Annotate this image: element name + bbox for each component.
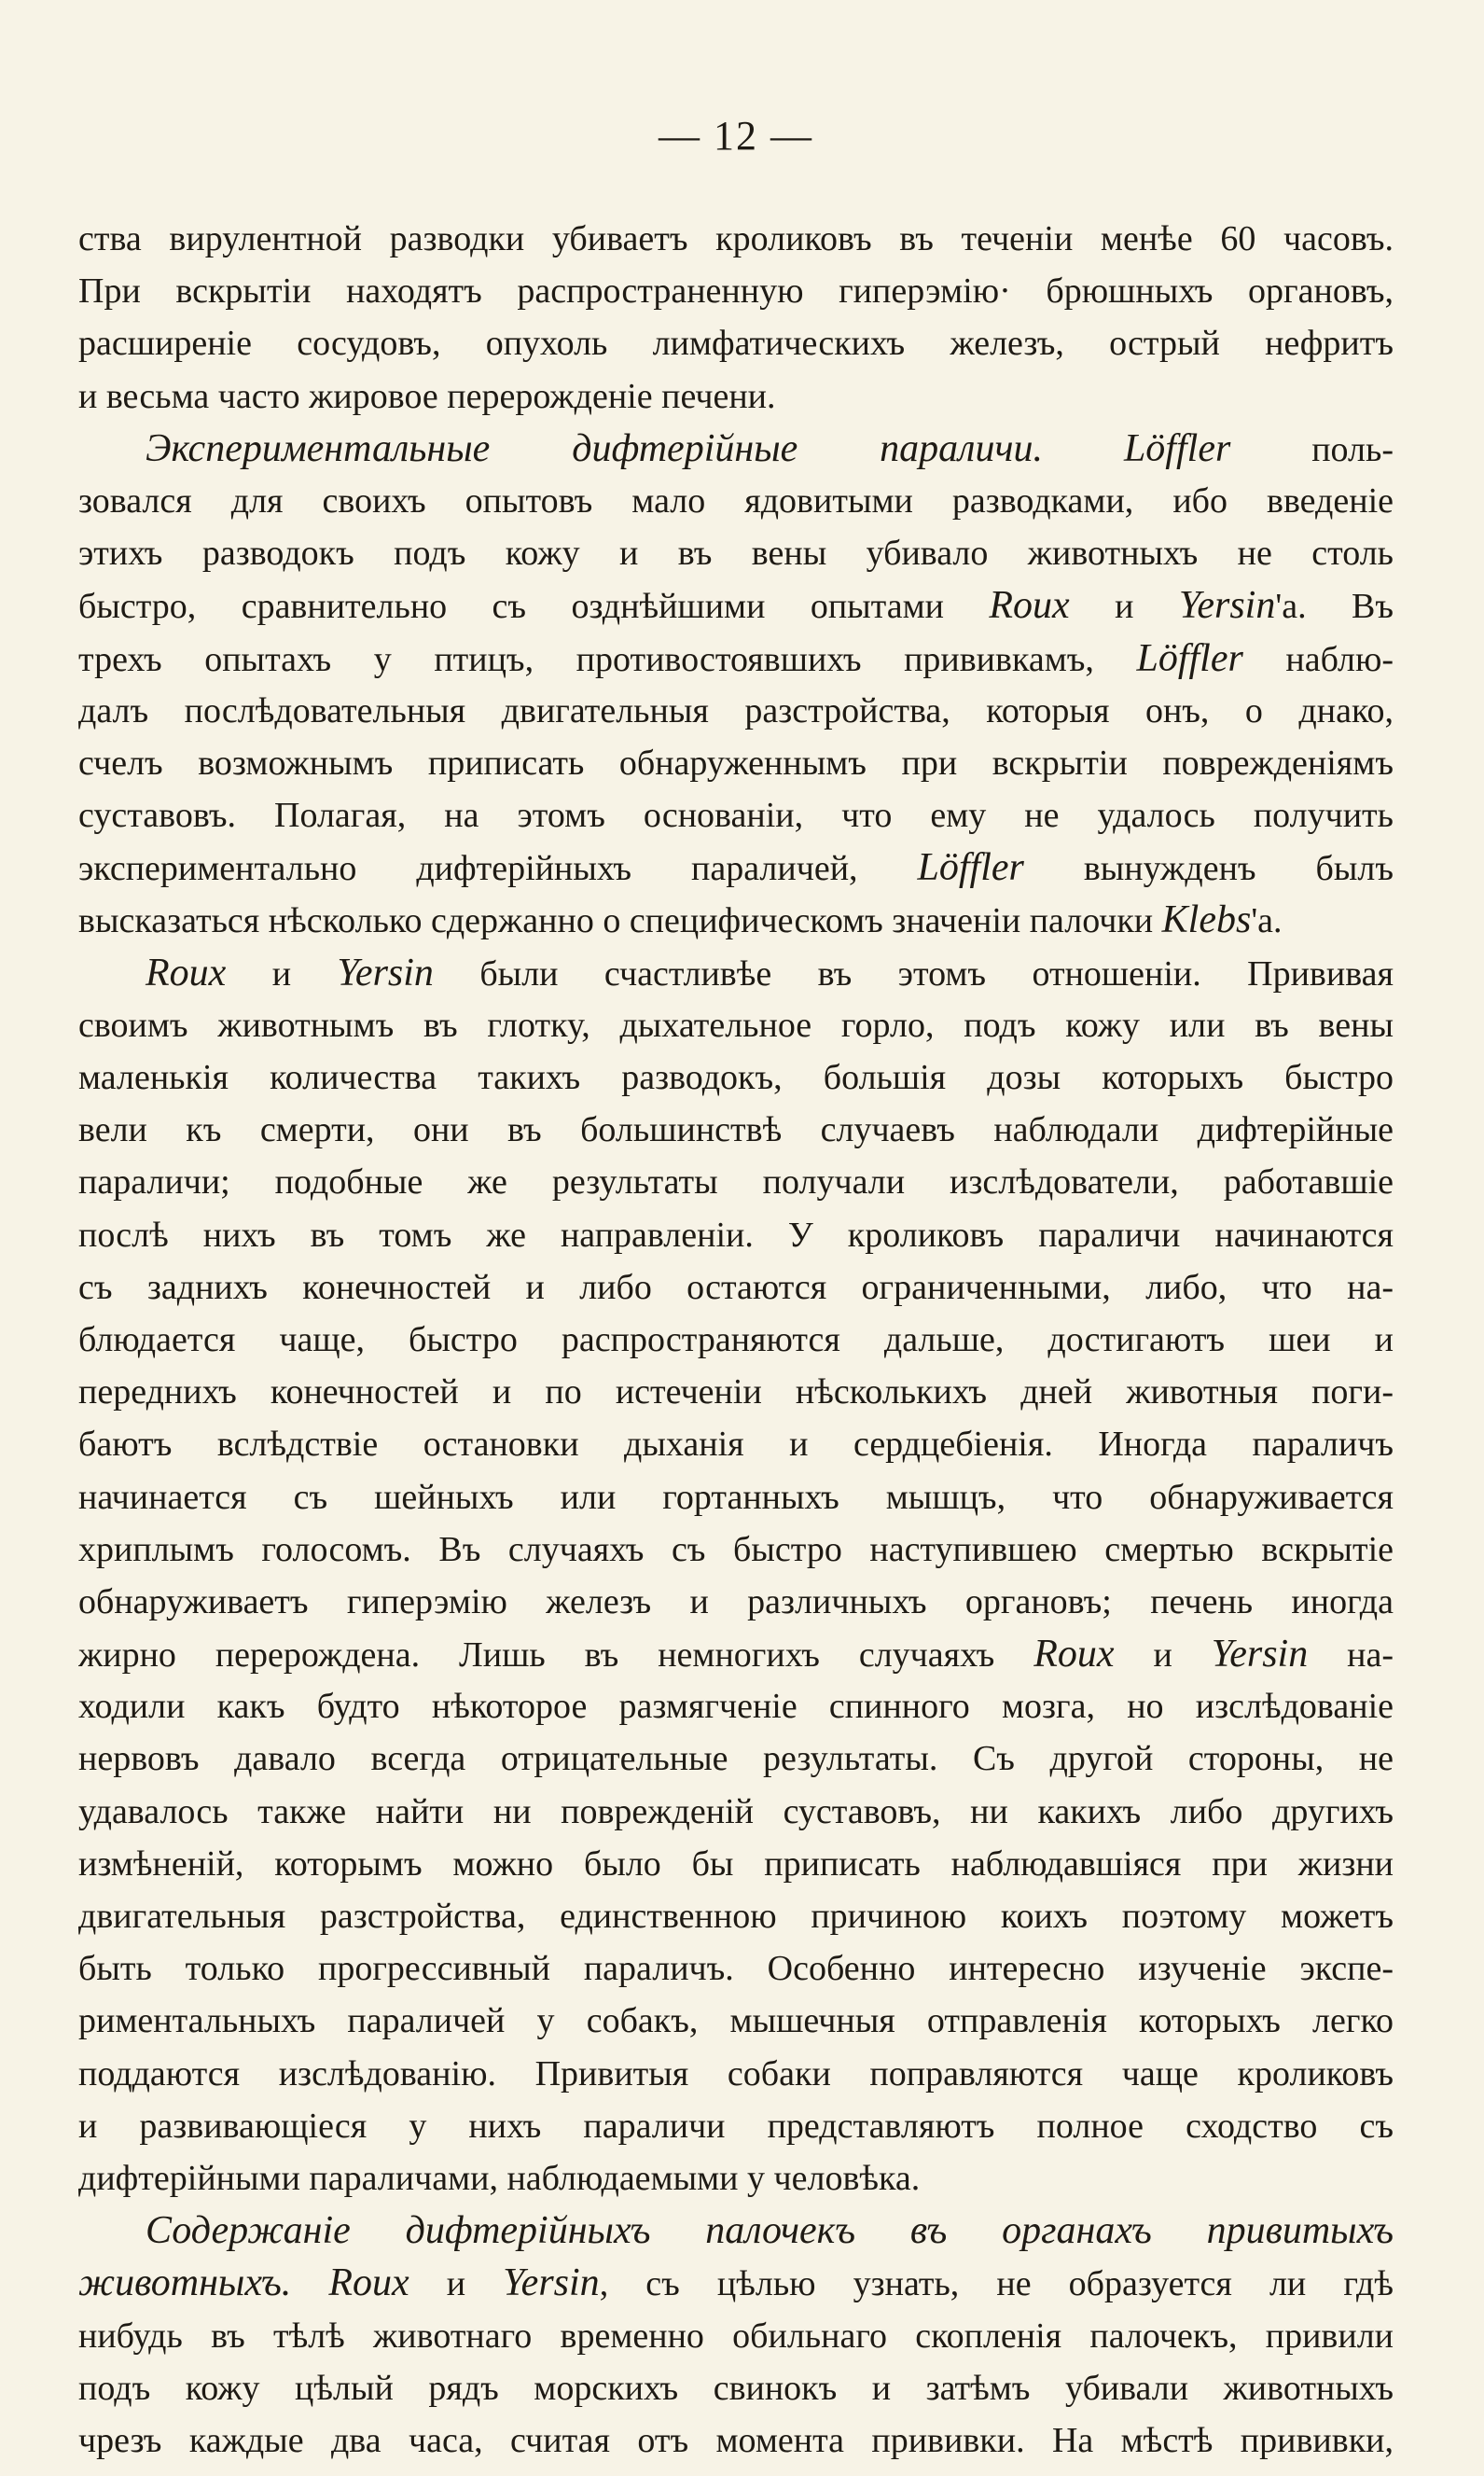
text-line xyxy=(78,1628,1394,1680)
text-line xyxy=(78,1680,1394,1732)
text-run: ства вирулентной разводки убиваетъ кроликовъ въ теченіи менѣе 60 часовъ. xyxy=(78,219,1394,258)
text-run: на- xyxy=(1308,1635,1394,1676)
italic-text: Содержаніе дифтерійныхъ палочекъ въ органахъ привитыхъ xyxy=(146,2209,1394,2253)
text-run: и xyxy=(1114,1635,1212,1676)
text-run: экспериментально дифтерійныхъ параличей, xyxy=(78,849,918,889)
text-line xyxy=(78,1366,1394,1418)
text-run: и xyxy=(226,953,338,994)
text-run: подъ кожу цѣлый рядъ морскихъ свинокъ и затѣмъ убивали животныхъ xyxy=(78,2368,1394,2408)
text-run: вынужденъ былъ xyxy=(1023,849,1394,889)
text-line xyxy=(78,1890,1394,1942)
text-run: съ заднихъ конечностей и либо остаются ограниченными, либо, что на- xyxy=(78,1267,1394,1307)
text-line xyxy=(78,1261,1394,1314)
text-run: ходили какъ будто нѣкоторое размягченіе спинного мозга, но изслѣдованіе xyxy=(78,1687,1394,1727)
text-line xyxy=(78,1209,1394,1261)
text-run: удавалось также найти ни поврежденій суставовъ, ни какихъ либо другихъ xyxy=(78,1791,1394,1831)
text-run: нервовъ давало всегда отрицательные результаты. Съ другой стороны, не xyxy=(78,1739,1394,1779)
italic-text: животныхъ. xyxy=(78,2261,292,2305)
text-line xyxy=(78,213,1394,265)
text-run: 'а. xyxy=(1251,901,1283,941)
text-line xyxy=(78,947,1394,999)
text-line xyxy=(78,2152,1394,2205)
text-run: этихъ разводокъ подъ кожу и въ вены убивало животныхъ не столь xyxy=(78,534,1394,574)
text-run: обнаруживаетъ гиперэмію железъ и различныхъ органовъ; печень иногда xyxy=(78,1581,1394,1621)
text-line xyxy=(78,317,1394,369)
text-line xyxy=(78,423,1394,475)
text-run: суставовъ. Полагая, на этомъ основаніи, что ему не удалось получить xyxy=(78,796,1394,836)
text-run: далъ послѣдовательныя двигательныя разстройства, которыя онъ, о днако, xyxy=(78,690,1394,730)
text-run: вели къ смерти, они въ большинствѣ случаевъ наблюдали дифтерійные xyxy=(78,1110,1394,1150)
text-run: и xyxy=(1069,587,1179,627)
text-line xyxy=(78,2257,1394,2309)
text-run: риментальныхъ параличей у собакъ, мышечныя отправленія которыхъ легко xyxy=(78,2001,1394,2041)
text-run: параличи; подобные же результаты получали изслѣдователи, работавшіе xyxy=(78,1162,1394,1203)
italic-text: Löffler xyxy=(917,846,1024,890)
text-line xyxy=(78,2100,1394,2152)
italic-text: Roux xyxy=(328,2261,409,2305)
italic-text: Klebs xyxy=(1161,898,1252,942)
text-line xyxy=(78,527,1394,579)
text-run: чрезъ каждые два часа, считая отъ момента прививки. На мѣстѣ прививки, xyxy=(78,2420,1394,2460)
text-run xyxy=(291,2264,328,2303)
text-run: зовался для своихъ опытовъ мало ядовитыми разводками, ибо введеніе xyxy=(78,480,1394,521)
text-line xyxy=(78,2310,1394,2362)
text-run: , съ цѣлью узнать, не образуется ли гдѣ xyxy=(599,2264,1394,2304)
text-line xyxy=(78,789,1394,842)
text-line xyxy=(78,1576,1394,1628)
italic-text: Yersin xyxy=(1178,584,1276,628)
text-run: были счастливѣе въ этомъ отношеніи. Прививая xyxy=(433,953,1394,994)
text-line xyxy=(78,633,1394,685)
text-run: начинается съ шейныхъ или гортанныхъ мышцъ, что обнаруживается xyxy=(78,1477,1394,1517)
text-line xyxy=(78,1838,1394,1890)
italic-text: Roux xyxy=(1033,1633,1115,1676)
text-line xyxy=(78,1104,1394,1156)
text-run: поддаются изслѣдованію. Привитыя собаки поправляются чаще кроликовъ xyxy=(78,2053,1394,2093)
text-run: счелъ возможнымъ приписать обнаруженнымъ при вскрытіи поврежденіямъ xyxy=(78,743,1394,783)
text-run: нибудь въ тѣлѣ животнаго временно обильнаго скопленія палочекъ, привили xyxy=(78,2316,1394,2356)
text-line xyxy=(78,894,1394,946)
text-run: двигательныя разстройства, единственною причиною коихъ поэтому можетъ xyxy=(78,1897,1394,1936)
text-line xyxy=(78,685,1394,737)
text-run: высказаться нѣсколько сдержанно о специфическомъ значеніи палочки xyxy=(78,901,1162,941)
text-run: 'а. Въ xyxy=(1275,587,1394,627)
text-line xyxy=(78,1523,1394,1576)
text-line xyxy=(78,1314,1394,1366)
text-run: дифтерійными параличами, наблюдаемыми у человѣка. xyxy=(78,2158,921,2198)
text-run: быстро, сравнительно съ озднѣйшими опытами xyxy=(78,587,990,627)
text-run: трехъ опытахъ у птицъ, противостоявшихъ прививкамъ, xyxy=(78,639,1137,679)
text-line xyxy=(78,265,1394,317)
text-run: наблю- xyxy=(1242,639,1394,679)
italic-text: Löffler xyxy=(1123,426,1231,470)
text-line xyxy=(78,475,1394,527)
text-run: и весьма часто жировое перерожденіе печени. xyxy=(78,376,776,416)
italic-text: Yersin xyxy=(503,2261,600,2305)
text-line xyxy=(78,370,1394,423)
text-run: измѣненій, которымъ можно было бы приписать наблюдавшіяся при жизни xyxy=(78,1843,1394,1884)
text-line xyxy=(78,1051,1394,1104)
text-run: быть только прогрессивный параличъ. Особенно интересно изученіе экспе- xyxy=(78,1949,1394,1989)
page-number: — 12 — xyxy=(659,113,813,159)
text-line xyxy=(78,1471,1394,1523)
italic-text: Экспериментальные дифтерійные параличи. xyxy=(146,426,1044,470)
text-line xyxy=(78,2414,1394,2467)
text-run: хриплымъ голосомъ. Въ случаяхъ съ быстро наступившею смертью вскрытіе xyxy=(78,1529,1394,1569)
text-run: баютъ вслѣдствіе остановки дыханія и сердцебіенія. Иногда параличъ xyxy=(78,1425,1394,1465)
body-text xyxy=(78,213,1394,2467)
text-run: послѣ нихъ въ томъ же направленіи. У кроликовъ параличи начинаются xyxy=(78,1215,1394,1255)
text-run: поль- xyxy=(1230,429,1394,469)
text-run: При вскрытіи находятъ распространенную гиперэмію· брюшныхъ органовъ, xyxy=(78,271,1394,312)
text-run: своимъ животнымъ въ глотку, дыхательное горло, подъ кожу или въ вены xyxy=(78,1005,1394,1045)
italic-text: Löffler xyxy=(1136,636,1243,680)
text-line xyxy=(78,1156,1394,1208)
text-line xyxy=(78,2205,1394,2257)
text-line xyxy=(78,1418,1394,1470)
text-run: расширеніе сосудовъ, опухоль лимфатическихъ железъ, острый нефритъ xyxy=(78,324,1394,364)
text-line xyxy=(78,1732,1394,1785)
text-line xyxy=(78,1786,1394,1838)
italic-text: Roux xyxy=(989,584,1070,628)
text-run: маленькія количества такихъ разводокъ, большія дозы которыхъ быстро xyxy=(78,1058,1394,1097)
text-run: и развивающіеся у нихъ параличи представляютъ полное сходство съ xyxy=(78,2106,1394,2146)
text-run: переднихъ конечностей и по истеченіи нѣсколькихъ дней животныя поги- xyxy=(78,1372,1394,1412)
text-line xyxy=(78,2048,1394,2100)
italic-text: Roux xyxy=(146,951,227,995)
text-line xyxy=(78,842,1394,894)
text-line xyxy=(78,1942,1394,1995)
italic-text: Yersin xyxy=(1211,1633,1309,1676)
text-line xyxy=(78,579,1394,632)
text-line xyxy=(78,737,1394,789)
text-line xyxy=(78,1995,1394,2047)
text-line xyxy=(78,2362,1394,2414)
text-run: и xyxy=(409,2264,504,2304)
text-run: блюдается чаще, быстро распространяются дальше, достигаютъ шеи и xyxy=(78,1319,1394,1359)
text-run xyxy=(1043,430,1124,469)
text-run: жирно перерождена. Лишь въ немногихъ случаяхъ xyxy=(78,1635,1034,1676)
text-line xyxy=(78,999,1394,1051)
italic-text: Yersin xyxy=(337,951,434,995)
